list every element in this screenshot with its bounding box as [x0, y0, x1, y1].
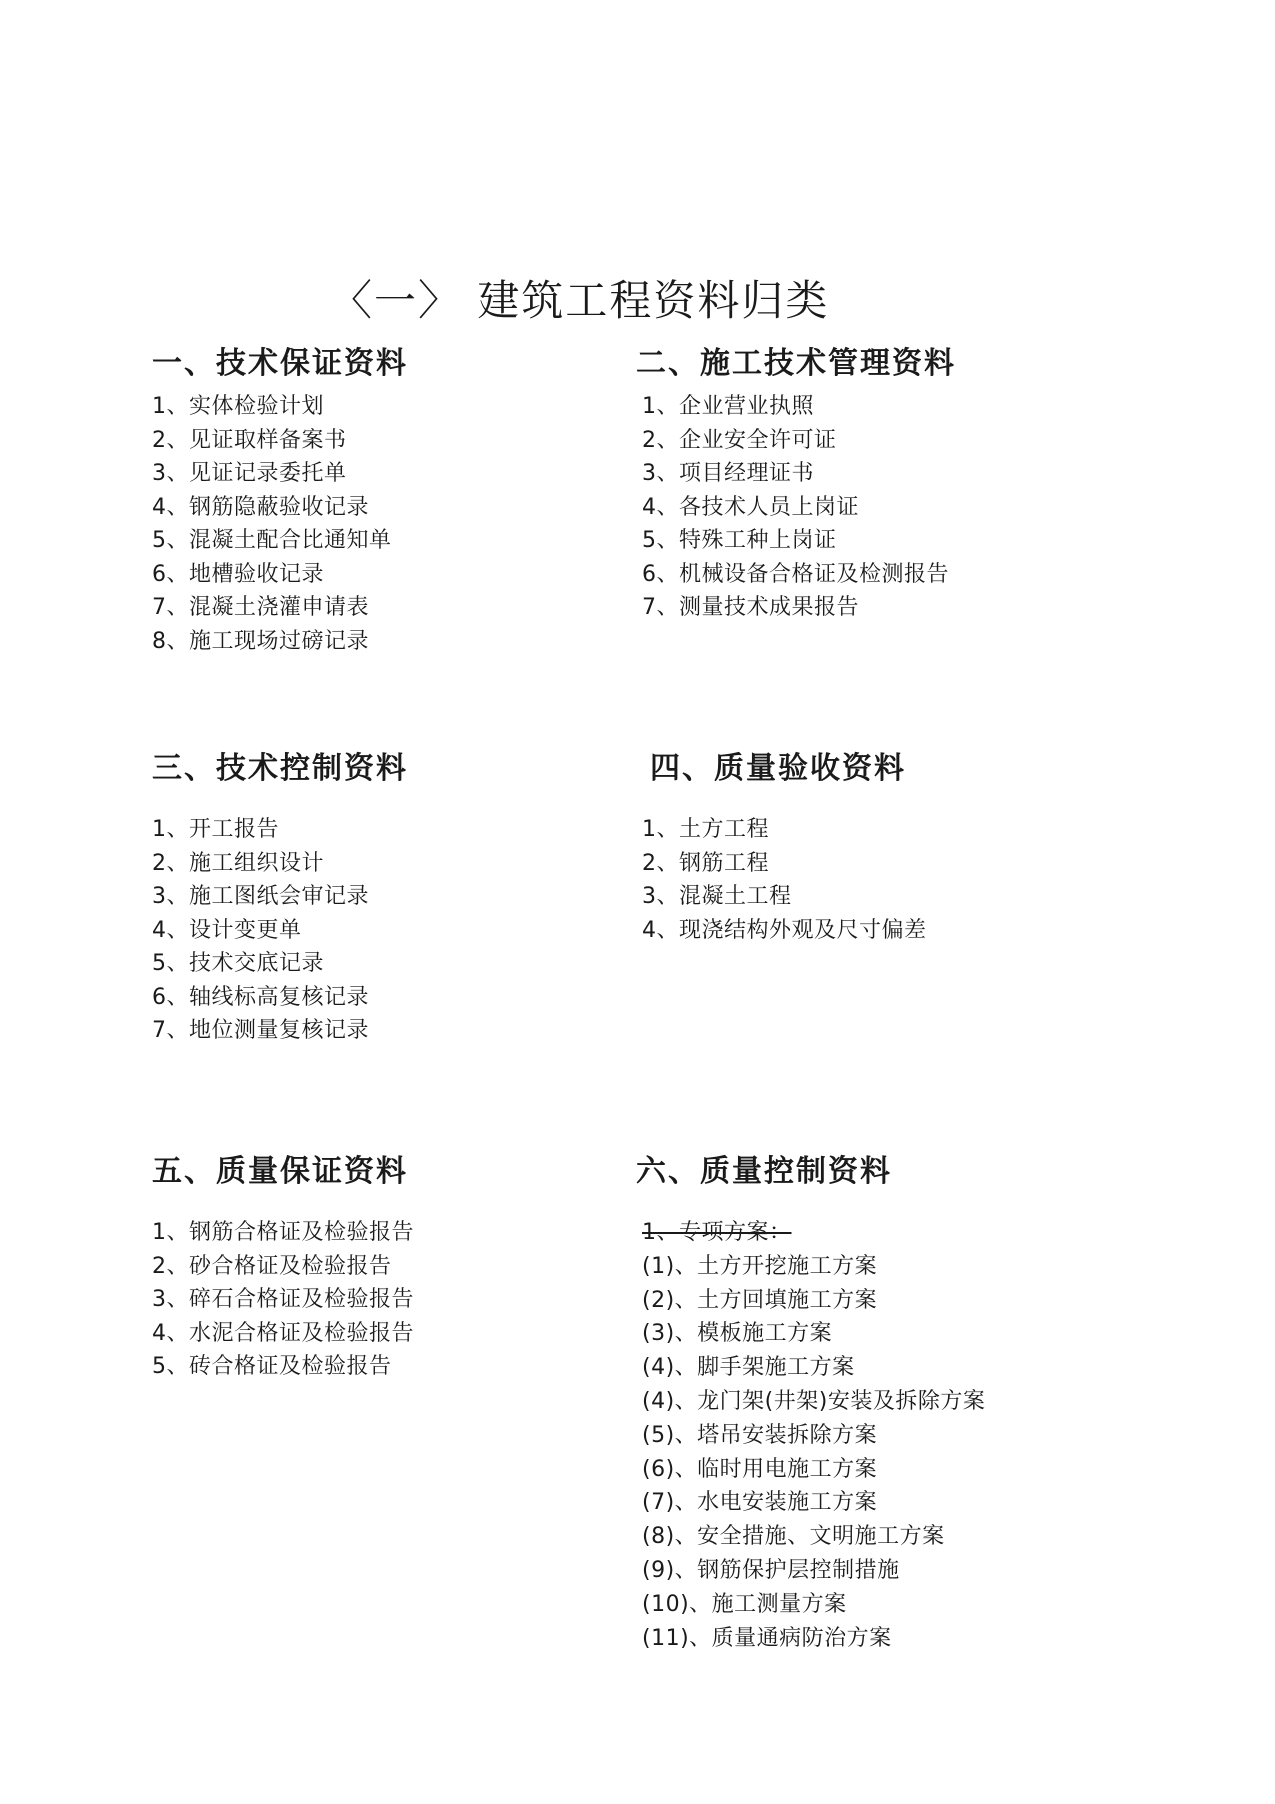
list-item: (3)、模板施工方案 — [642, 1321, 833, 1347]
section-heading: 二、施工技术管理资料 — [636, 346, 956, 381]
section-heading: 四、质量验收资料 — [650, 751, 906, 786]
list-item: 2、见证取样备案书 — [152, 427, 347, 453]
list-item: (7)、水电安装施工方案 — [642, 1490, 878, 1516]
list-item: 4、设计变更单 — [152, 917, 302, 943]
list-item: 1、土方工程 — [642, 817, 769, 842]
section-heading: 三、技术控制资料 — [152, 751, 408, 786]
list-item: 4、现浇结构外观及尺寸偏差 — [642, 917, 927, 943]
list-item: 6、轴线标高复核记录 — [152, 984, 369, 1010]
list-item: (11)、质量通病防治方案 — [642, 1625, 892, 1651]
list-item: 1、实体检验计划 — [152, 394, 324, 419]
section-quality-control — [636, 1146, 986, 1651]
list-item: 3、碎石合格证及检验报告 — [152, 1287, 414, 1312]
list-item: 5、特殊工种上岗证 — [642, 528, 837, 553]
section-quality-acceptance — [642, 743, 927, 943]
list-item-lead: 1、专项方案： — [642, 1220, 792, 1245]
item-list — [642, 390, 949, 625]
list-item: 2、砂合格证及检验报告 — [152, 1253, 392, 1279]
section-construction-management — [636, 338, 956, 620]
list-item: 5、砖合格证及检验报告 — [152, 1354, 392, 1379]
list-item: (5)、塔吊安装拆除方案 — [642, 1422, 878, 1448]
list-item: 5、技术交底记录 — [152, 951, 324, 976]
list-item: 5、混凝土配合比通知单 — [152, 528, 392, 553]
list-item: 3、施工图纸会审记录 — [152, 884, 369, 909]
list-item: 7、地位测量复核记录 — [152, 1018, 369, 1043]
page-title: 〈一〉 建筑工程资料归类 — [330, 276, 830, 325]
list-item: 2、企业安全许可证 — [642, 427, 837, 453]
list-item: (10)、施工测量方案 — [642, 1591, 847, 1617]
item-list — [642, 1216, 985, 1655]
section-quality-assurance — [152, 1146, 414, 1379]
list-item: (8)、安全措施、文明施工方案 — [642, 1524, 945, 1550]
item-list — [152, 813, 369, 1048]
list-item: 3、项目经理证书 — [642, 461, 814, 486]
list-item: (1)、土方开挖施工方案 — [642, 1253, 878, 1279]
section-heading: 一、技术保证资料 — [152, 346, 408, 381]
list-item: 4、各技术人员上岗证 — [642, 494, 859, 520]
list-item: (4)、龙门架(井架)安装及拆除方案 — [642, 1388, 986, 1414]
section-technical-assurance — [152, 338, 408, 654]
section-heading: 五、质量保证资料 — [152, 1154, 408, 1189]
list-item: (6)、临时用电施工方案 — [642, 1456, 878, 1482]
list-item: 6、地槽验收记录 — [152, 561, 324, 587]
list-item: 1、企业营业执照 — [642, 394, 814, 419]
list-item: 7、混凝土浇灌申请表 — [152, 595, 369, 620]
list-item: (9)、钢筋保护层控制措施 — [642, 1557, 900, 1583]
list-item: (2)、土方回填施工方案 — [642, 1287, 878, 1313]
list-item: 2、施工组织设计 — [152, 850, 324, 876]
list-item: 8、施工现场过磅记录 — [152, 628, 369, 654]
section-technical-control — [152, 743, 408, 1043]
section-heading: 六、质量控制资料 — [636, 1154, 892, 1189]
list-item: 2、钢筋工程 — [642, 850, 769, 876]
list-item: 3、见证记录委托单 — [152, 461, 347, 486]
list-item: 4、水泥合格证及检验报告 — [152, 1320, 414, 1346]
list-item: 1、开工报告 — [152, 817, 279, 842]
list-item: (4)、脚手架施工方案 — [642, 1355, 855, 1381]
list-item: 3、混凝土工程 — [642, 884, 792, 909]
item-list — [152, 1216, 414, 1384]
list-item: 1、钢筋合格证及检验报告 — [152, 1220, 414, 1245]
item-list — [152, 390, 392, 658]
list-item: 7、测量技术成果报告 — [642, 595, 859, 620]
item-list — [642, 813, 927, 947]
list-item: 6、机械设备合格证及检测报告 — [642, 561, 949, 587]
list-item: 4、钢筋隐蔽验收记录 — [152, 494, 369, 520]
